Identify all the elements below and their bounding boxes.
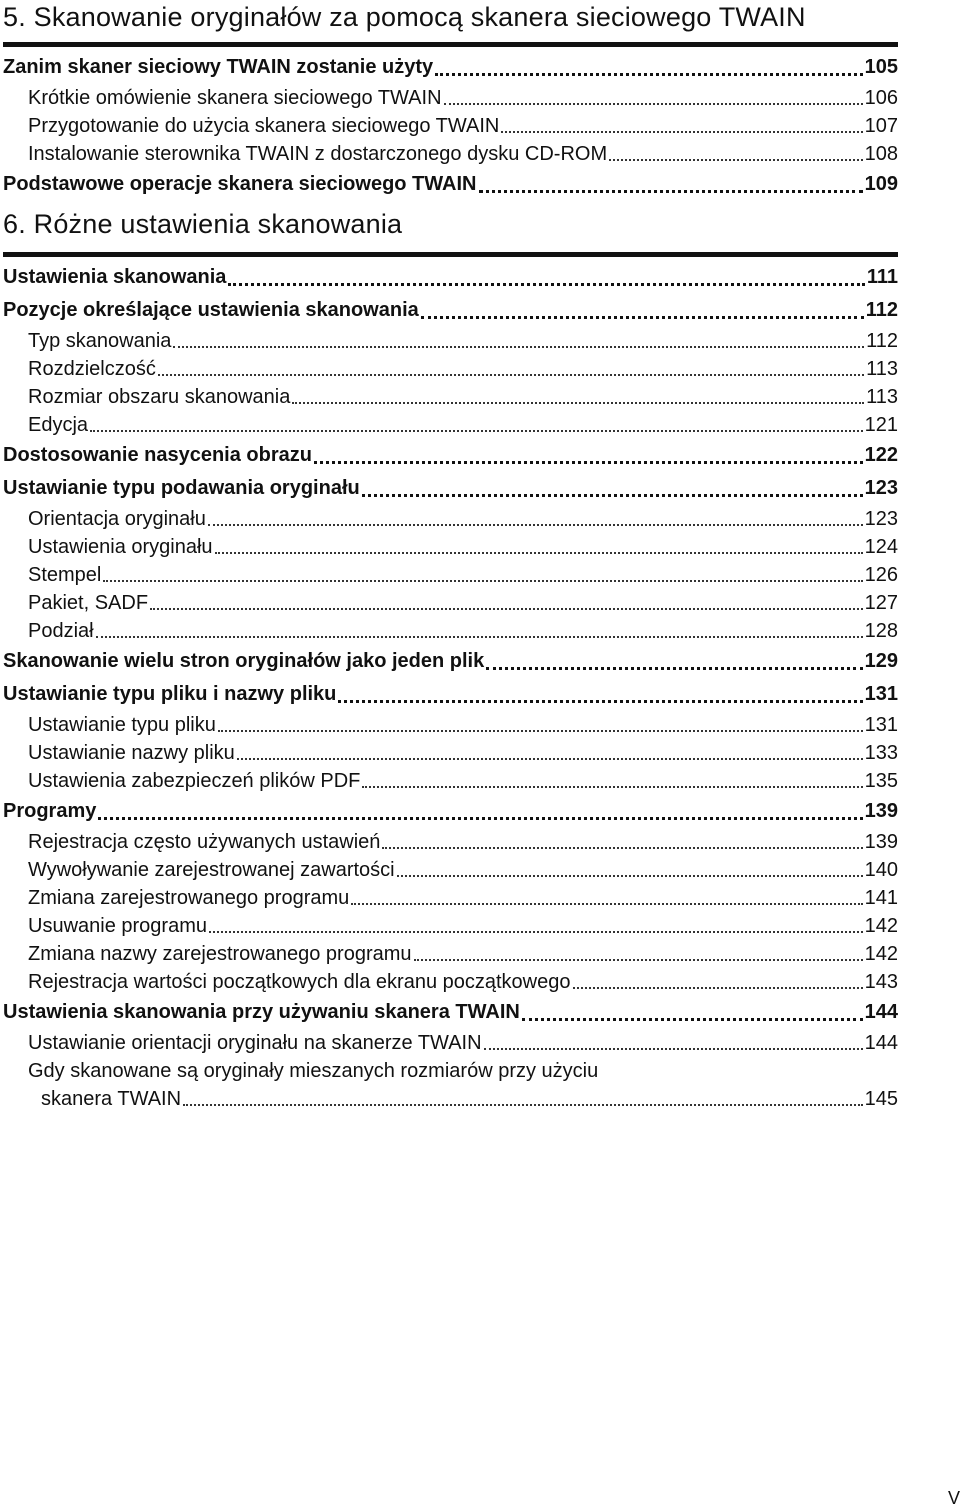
dot-leader — [218, 730, 863, 732]
toc-page-number: 127 — [864, 592, 898, 614]
dot-leader — [382, 847, 862, 849]
toc-page-number: 124 — [864, 536, 898, 558]
toc-page-number: 144 — [864, 1001, 898, 1023]
toc-subsection-entry[interactable] — [3, 411, 898, 439]
dot-leader — [421, 316, 864, 319]
toc-section-entry[interactable] — [3, 996, 898, 1029]
toc-page-number: 139 — [864, 831, 898, 853]
toc-entry-title: Zmiana nazwy zarejestrowanego programu — [28, 943, 412, 965]
toc-entry-title: Pozycje określające ustawienia skanowania — [3, 299, 419, 321]
toc-entry-title: Ustawianie typu podawania oryginału — [3, 477, 360, 499]
toc-entry-title: Orientacja oryginału — [28, 508, 206, 530]
chapter-divider — [3, 252, 898, 257]
toc-section-entry[interactable] — [3, 678, 898, 711]
toc-subsection-entry[interactable] — [3, 383, 898, 411]
toc-subsection-entry[interactable] — [3, 505, 898, 533]
toc-entry-title: Ustawienia zabezpieczeń plików PDF — [28, 770, 361, 792]
toc-page-number: 143 — [864, 971, 898, 993]
toc-page-number: 142 — [864, 943, 898, 965]
toc-section-entry[interactable] — [3, 261, 898, 294]
toc-entry-title: Usuwanie programu — [28, 915, 207, 937]
toc-page-number: 131 — [864, 683, 898, 705]
dot-leader — [209, 931, 863, 933]
toc-entry-title: Ustawienia skanowania przy używaniu skanera TWAIN — [3, 1001, 520, 1023]
toc-entries — [3, 261, 898, 1113]
toc-entry-title: Ustawianie orientacji oryginału na skanerze TWAIN — [28, 1032, 482, 1054]
dot-leader — [208, 524, 863, 526]
toc-page-number: 105 — [864, 56, 898, 78]
dot-leader — [96, 636, 863, 638]
dot-leader — [237, 758, 863, 760]
toc-page-number: 139 — [864, 800, 898, 822]
dot-leader — [486, 667, 862, 670]
toc-subsection-entry[interactable] — [3, 84, 898, 112]
toc-subsection-entry[interactable] — [3, 140, 898, 168]
toc-section-entry[interactable] — [3, 645, 898, 678]
dot-leader — [484, 1048, 863, 1050]
dot-leader — [501, 131, 862, 133]
toc-page-number: 113 — [866, 386, 898, 408]
toc-page-number: 141 — [864, 887, 898, 909]
toc-entry-title: Krótkie omówienie skanera sieciowego TWAIN — [28, 87, 442, 109]
dot-leader — [183, 1104, 863, 1106]
toc-section-entry[interactable] — [3, 294, 898, 327]
toc-subsection-entry[interactable] — [3, 533, 898, 561]
dot-leader — [158, 374, 864, 376]
toc-entry-title: Ustawienia oryginału — [28, 536, 213, 558]
toc-page-number: 131 — [864, 714, 898, 736]
toc-entry-title: Ustawianie nazwy pliku — [28, 742, 235, 764]
chapter-5 — [3, 0, 898, 201]
dot-leader — [609, 159, 863, 161]
toc-page-number: 123 — [864, 508, 898, 530]
dot-leader — [397, 875, 863, 877]
toc-section-entry[interactable] — [3, 795, 898, 828]
toc-entry-continuation — [28, 1085, 898, 1113]
toc-subsection-entry[interactable] — [3, 355, 898, 383]
toc-page-number: 144 — [864, 1032, 898, 1054]
table-of-contents — [3, 0, 898, 1113]
dot-leader — [292, 402, 864, 404]
dot-leader — [362, 494, 863, 497]
toc-entry-title: Wywoływanie zarejestrowanej zawartości — [28, 859, 395, 881]
toc-page-number: 126 — [864, 564, 898, 586]
toc-subsection-entry[interactable] — [3, 617, 898, 645]
dot-leader — [573, 987, 863, 989]
dot-leader — [314, 461, 863, 464]
toc-page-number: 107 — [864, 115, 898, 137]
chapter-divider — [3, 42, 898, 47]
toc-entry-title: Skanowanie wielu stron oryginałów jako jeden plik — [3, 650, 485, 672]
toc-subsection-entry[interactable] — [3, 1057, 898, 1113]
toc-entry-title: Gdy skanowane są oryginały mieszanych rozmiarów przy użyciu — [28, 1060, 599, 1082]
toc-subsection-entry[interactable] — [3, 561, 898, 589]
dot-leader — [98, 817, 862, 820]
dot-leader — [228, 283, 864, 286]
dot-leader — [435, 73, 862, 76]
toc-entries — [3, 51, 898, 201]
toc-subsection-entry[interactable] — [3, 968, 898, 996]
toc-entry-title: Rejestracja często używanych ustawień — [28, 831, 381, 853]
toc-entry-title: Przygotowanie do użycia skanera sieciowego TWAIN — [28, 115, 500, 137]
chapter-title: 6. Różne ustawienia skanowania — [3, 209, 403, 239]
dot-leader — [444, 103, 863, 105]
toc-page-number: 109 — [864, 173, 898, 195]
toc-entry-title: Zmiana zarejestrowanego programu — [28, 887, 350, 909]
dot-leader — [414, 959, 863, 961]
toc-page-number: 121 — [864, 414, 898, 436]
toc-page-number: 128 — [864, 620, 898, 642]
toc-page-number: 129 — [864, 650, 898, 672]
toc-section-entry[interactable] — [3, 168, 898, 201]
toc-subsection-entry[interactable] — [3, 327, 898, 355]
toc-subsection-entry[interactable] — [3, 1029, 898, 1057]
toc-page-number: 113 — [866, 358, 898, 380]
toc-page-number: 106 — [864, 87, 898, 109]
toc-page-number: 140 — [864, 859, 898, 881]
dot-leader — [103, 580, 862, 582]
toc-subsection-entry[interactable] — [3, 884, 898, 912]
toc-section-entry[interactable] — [3, 472, 898, 505]
toc-entry-title: Pakiet, SADF — [28, 592, 149, 614]
dot-leader — [90, 430, 863, 432]
toc-entry-title: Typ skanowania — [28, 330, 172, 352]
dot-leader — [362, 786, 862, 788]
toc-subsection-entry[interactable] — [3, 912, 898, 940]
toc-section-entry[interactable] — [3, 51, 898, 84]
toc-entry-title: Podstawowe operacje skanera sieciowego TWAIN — [3, 173, 477, 195]
toc-subsection-entry[interactable] — [3, 589, 898, 617]
page-number-marker: V — [947, 1488, 960, 1508]
toc-entry-title: Rejestracja wartości początkowych dla ekranu początkowego — [28, 971, 571, 993]
chapter-title: 5. Skanowanie oryginałów za pomocą skanera sieciowego TWAIN — [3, 2, 806, 32]
toc-entry-title-continued: skanera TWAIN — [41, 1088, 182, 1110]
toc-page-number: 112 — [866, 330, 898, 352]
toc-subsection-entry[interactable] — [3, 767, 898, 795]
dot-leader — [479, 190, 863, 193]
chapter-6 — [3, 207, 898, 1113]
toc-subsection-entry[interactable] — [3, 828, 898, 856]
toc-entry-title: Edycja — [28, 414, 89, 436]
toc-subsection-entry[interactable] — [3, 112, 898, 140]
toc-page-number: 142 — [864, 915, 898, 937]
toc-subsection-entry[interactable] — [3, 739, 898, 767]
dot-leader — [522, 1018, 863, 1021]
toc-page-number: 108 — [864, 143, 898, 165]
dot-leader — [215, 552, 863, 554]
toc-entry-title: Zanim skaner sieciowy TWAIN zostanie użyty — [3, 56, 434, 78]
dot-leader — [351, 903, 862, 905]
toc-entry-title: Rozdzielczość — [28, 358, 156, 380]
toc-entry-title: Stempel — [28, 564, 102, 586]
dot-leader — [150, 608, 863, 610]
toc-subsection-entry[interactable] — [3, 711, 898, 739]
toc-section-entry[interactable] — [3, 439, 898, 472]
toc-page-number: 145 — [864, 1088, 898, 1110]
toc-entry-title: Ustawienia skanowania — [3, 266, 227, 288]
toc-entry-title: Instalowanie sterownika TWAIN z dostarczonego dysku CD-ROM — [28, 143, 608, 165]
dot-leader — [173, 346, 864, 348]
toc-page-number: 123 — [864, 477, 898, 499]
toc-subsection-entry[interactable] — [3, 856, 898, 884]
toc-entry-title: Rozmiar obszaru skanowania — [28, 386, 291, 408]
toc-entry-title: Ustawianie typu pliku i nazwy pliku — [3, 683, 337, 705]
toc-page-number: 122 — [864, 444, 898, 466]
toc-entry-title: Dostosowanie nasycenia obrazu — [3, 444, 312, 466]
toc-entry-title: Podział — [28, 620, 94, 642]
toc-page-number: 111 — [866, 266, 898, 288]
toc-page-number: 133 — [864, 742, 898, 764]
dot-leader — [338, 700, 862, 703]
toc-entry-title: Programy — [3, 800, 97, 822]
toc-page-number: 112 — [865, 299, 898, 321]
toc-entry-title: Ustawianie typu pliku — [28, 714, 216, 736]
toc-page-number: 135 — [864, 770, 898, 792]
toc-subsection-entry[interactable] — [3, 940, 898, 968]
